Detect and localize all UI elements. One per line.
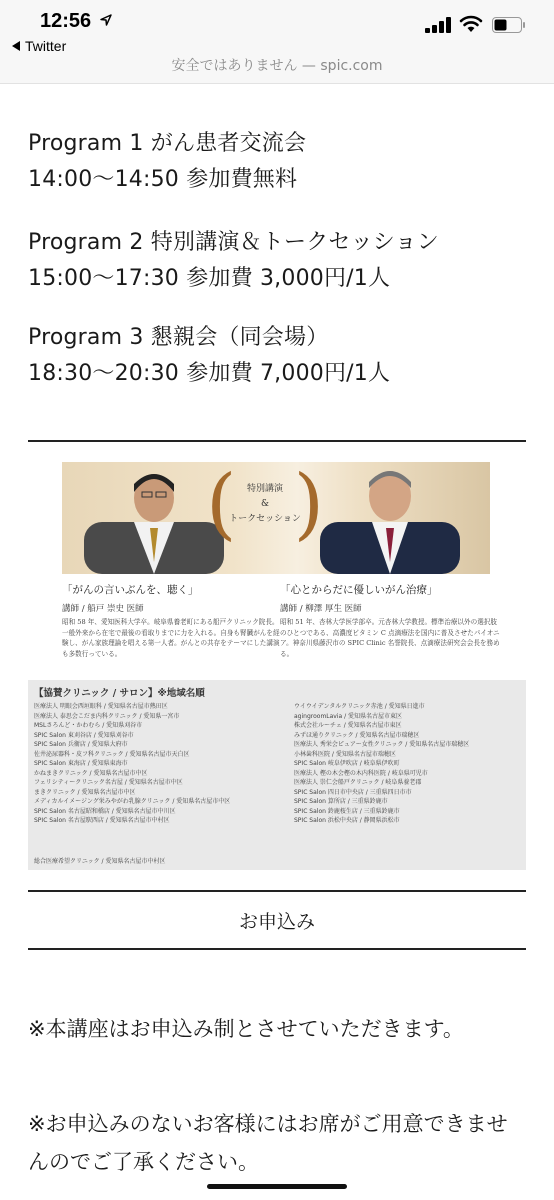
badge-line: & [260,498,269,509]
program-title: Program 1 がん患者交流会 [28,131,307,156]
program-3 [28,320,390,392]
sponsor-item: 総合医療希望クリニック / 愛知県名古屋市中村区 [34,858,166,865]
program-title: Program 2 特別講演＆トークセッション [28,230,439,255]
address-bar-url[interactable]: 安全ではありません — spic.com [171,58,383,74]
sponsor-item: SPIC Salon 名古屋昭和橋店 / 愛知県名古屋市中川区 [34,807,176,815]
right-speaker-bio: 昭和 51 年、杏林大学医学部卒。元杏林大学教授。標準治療以外の選択肢のひとつである、高濃度ビタミン C 点滴療法を国内に普及させたパイオニア。神奈川県藤沢市の SPIC Clinic 名誉院長、点滴療法研究会会長を務める。 [280,618,500,658]
sponsor-item: 医療法人 明眼会西垣眼科 / 愛知県名古屋市熱田区 [34,703,168,710]
sponsor-item: SPIC Salon 名古屋駅西店 / 愛知県名古屋市中村区 [34,817,170,824]
sponsor-item: メディカルイメージング栄みやがわ乳腺クリニック / 愛知県名古屋市中区 [34,798,231,805]
sponsor-item: MSLさろんど・かわむら / 愛知県刈谷市 [34,722,143,729]
sponsor-item: 小林歯科医院 / 愛知県名古屋市瑞穂区 [294,750,396,758]
home-indicator[interactable] [207,1184,347,1189]
sponsor-item: みずほ通りクリニック / 愛知県名古屋市瑞穂区 [294,731,420,739]
battery-icon [492,17,526,33]
sponsor-item: agingroomLavia / 愛知県名古屋市東区 [294,712,403,720]
program-title: Program 3 懇親会（同会場） [28,325,329,350]
sponsor-column-right [294,702,469,826]
sponsor-item: SPIC Salon 浜松中央店 / 静岡県浜松市 [294,817,400,824]
apply-button[interactable]: お申込み [28,890,526,950]
sponsor-item: ウイウイデンタルクリニック赤池 / 愛知県日進市 [294,703,425,710]
wifi-icon [459,15,483,33]
sponsor-item: SPIC Salon 四日市中央店 / 三重県四日市市 [294,788,412,796]
sponsor-item: SPIC Salon 東刈谷店 / 愛知県刈谷市 [34,731,134,739]
left-speaker-name: 講師 / 船戸 崇史 医師 [62,604,144,614]
talk-session-badge: ( 特別講演 & トークセッション ) [206,459,324,549]
program-1 [28,126,306,198]
sponsor-item: まきクリニック / 愛知県名古屋市中区 [34,788,136,796]
sponsor-item: 医療法人 泰思会こだま内科クリニック / 愛知県一宮市 [34,712,180,720]
event-flyer-image [28,452,526,874]
back-to-app-link[interactable] [12,38,66,54]
sponsor-item: 佐井泌尿器科・皮フ科クリニック / 愛知県名古屋市天白区 [34,750,190,758]
right-speaker-name: 講師 / 柳澤 厚生 医師 [280,604,362,614]
status-time: 12:56 [40,10,92,32]
notice-reservation: ※本講座はお申込み制とさせていただきます。 [28,1017,464,1041]
back-app-label: Twitter [25,38,67,54]
sponsor-item: 医療法人 秀栄会ピュアー女性クリニック / 愛知県名古屋市瑞穂区 [294,741,470,748]
sponsor-item: 株式会社ルーチェ / 愛知県名古屋市東区 [294,722,402,729]
program-detail: 14:00〜14:50 参加費無料 [28,167,298,192]
browser-header [0,0,554,84]
sponsor-column-left [34,702,230,826]
sponsor-item: 医療法人 崇仁会船戸クリニック / 岐阜県養老郡 [294,779,422,786]
back-arrow-icon [12,41,20,51]
left-speaker-bio: 昭和 58 年、愛知医科大学卒。岐阜県養老町にある船戸クリニック院長。一般外来から在宅で最後の看取りまでに力を入れる。自身も腎臓がんを経験し、がん家族理論を唱える第一人者。がんとの共存をテーマにした講演も多数行っている。 [62,618,280,658]
program-2 [28,225,439,297]
sponsor-heading: 【協賛クリニック / サロン】※地域名順 [34,688,205,699]
sponsor-item: SPIC Salon 算所店 / 三重県鈴鹿市 [294,798,388,805]
right-talk-title: 「心とからだに優しいがん治療」 [280,584,438,596]
badge-line: トークセッション [229,513,301,524]
sponsor-item: SPIC Salon 岐阜伊吹店 / 岐阜県伊吹町 [294,760,400,767]
sponsor-item: SPIC Salon 兵衛店 / 愛知県大府市 [34,741,128,748]
program-detail: 15:00〜17:30 参加費 3,000円/1人 [28,266,391,291]
program-detail: 18:30〜20:30 参加費 7,000円/1人 [28,361,391,386]
section-divider [28,440,526,442]
sponsor-list [28,680,526,870]
cellular-signal-icon [425,17,453,33]
sponsor-item: SPIC Salon 東海店 / 愛知県東海市 [34,760,128,767]
notice-no-seat: ※お申込みのないお客様にはお席がご用意できませんのでご了承ください。 [28,1112,508,1174]
sponsor-item: SPIC Salon 鈴鹿桜生店 / 三重県鈴鹿市 [294,807,400,815]
left-talk-title: 「がんの言いぶんを、聴く」 [62,584,199,596]
location-arrow-icon [99,13,113,27]
sponsor-item: かねまきクリニック / 愛知県名古屋市中区 [34,769,148,777]
sponsor-item: 医療法人 樫の木会樫の木内科医院 / 岐阜県可児市 [294,769,428,777]
badge-line: 特別講演 [246,483,283,494]
sponsor-item: フェリシティークリニック名古屋 / 愛知県名古屋市中区 [34,779,183,786]
